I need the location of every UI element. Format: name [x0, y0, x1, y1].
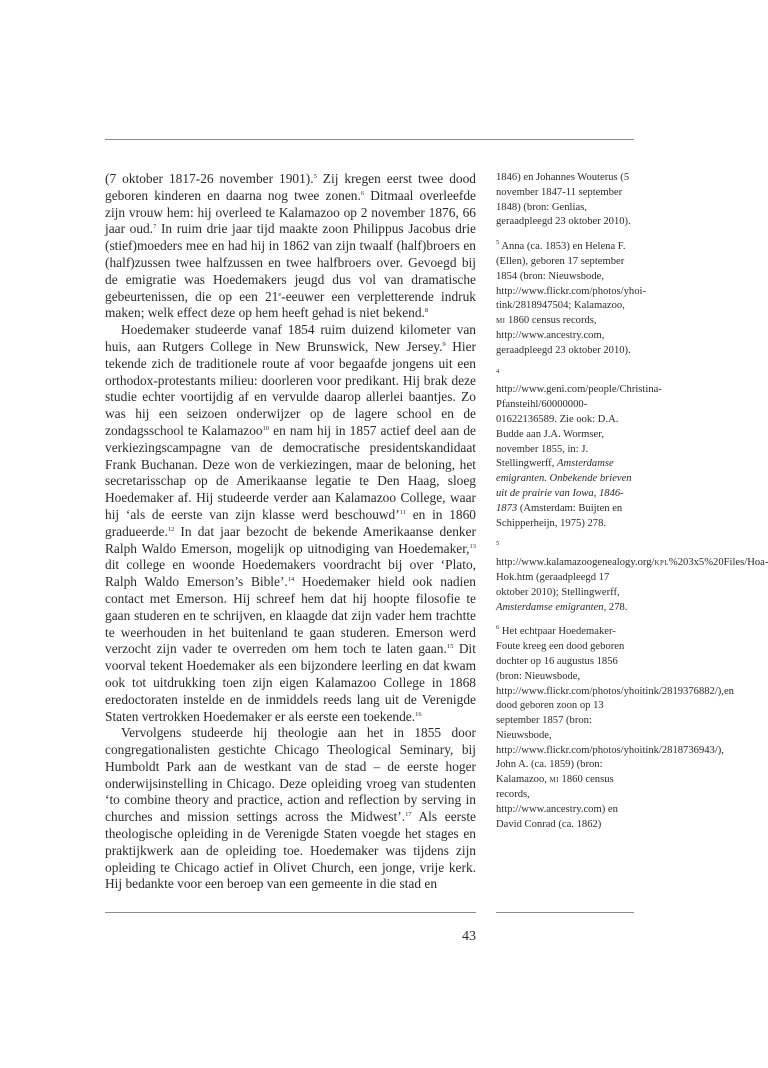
main-text-column — [105, 171, 476, 893]
text-run: Hier tekende zich de traditionele route af voor begaafde jongens uit een orthodox-protestants milieu: doorleren voor predikant. Hij brak deze studie echter voortijdig af en vervulde daarop allerlei baantjes. Zo was hij een seizoen onderwijzer op de lagere school en de zondagsschool te Kalamazoo — [105, 338, 476, 438]
text-run: Hoedemaker hield ook nadien contact met Emerson. Hij schreef hem dat hij hoopte filosofie te gaan studeren en te schrijven, en klaagde dat zijn vader hem trachtte te weerhouden in het buitenland te gaan studeren. Emerson werd verzocht zijn vader te overreden om hem toch te laten gaan. — [105, 574, 476, 657]
text-run: en nam hij in 1857 actief deel aan de verkiezingscampagne van de democratische presidentskandidaat Frank Buchanan. Deze won de verkiezingen, maar de beloning, het secretarisschap op de Amerikaanse legatie te Den Haag, sloeg Hoedemaker af. Hij studeerde verder aan Kalamazoo College, waar hij ‘als de eerste van zijn klasse werd beschouwd’ — [105, 422, 476, 522]
footnote-number: 6 — [496, 624, 500, 632]
footnote-6 — [496, 624, 734, 832]
text-run: Dit voorval tekent Hoedemaker als een bijzondere leerling en dat kwam ook tot uitdrukking toen zijn eigen Kalamazoo College in 1868 eredoctoraten instelde en de inmiddels reeds lang uit de Verenigde Staten vertrokken Hoedemaker er als eerste een toekende. — [105, 641, 476, 724]
footnote-ref[interactable]: 9 — [442, 340, 446, 348]
text-run: %203x5%20Files/Hoa-Hok.htm (geraadpleegd 17 oktober 2010); Stellingwerff, — [496, 557, 768, 598]
footnote-ref[interactable]: 10 — [262, 424, 270, 432]
footnote-ref[interactable]: 16 — [415, 710, 422, 718]
footnote-ref[interactable]: 11 — [399, 508, 406, 516]
text-run: en in 1860 gradueerde. — [105, 506, 476, 539]
text-run: Zij kregen eerst twee dood geboren kinderen en daarna nog twee zonen. — [105, 171, 476, 203]
footnote-number: 5 — [496, 540, 500, 548]
text-run: 1860 census records, http://www.ancestry.com, geraadpleegd 23 oktober 2010). — [496, 315, 631, 356]
footnotes-column — [496, 171, 768, 842]
paragraph-2 — [105, 322, 476, 725]
text-run: In dat jaar bezocht de bekende Amerikaanse denker Ralph Waldo Emerson, mogelijk op uitnodiging van Hoedemaker, — [105, 523, 476, 556]
footnote-continued — [496, 171, 632, 230]
text-run: Anna (ca. 1853) en Helena F. (Ellen), geboren 17 september 1854 (bron: Nieuwsbode, http://www.flickr.com/photos/yhoi-tink/2818947504; Kalamazoo, — [496, 241, 646, 312]
paragraph-3 — [105, 725, 476, 893]
footnote-ref[interactable]: 6 — [360, 189, 365, 197]
paragraph-1 — [105, 171, 476, 322]
text-run: Hoedemaker studeerde vanaf 1854 ruim duizend kilometer van huis, aan Rutgers College in New Brunswick, New Jersey. — [105, 322, 476, 354]
text-run: -eeuwer een verpletterende indruk maken; welk effect deze op hem heeft gehad is niet bekend. — [105, 288, 476, 321]
text-run: In ruim drie jaar tijd maakte zoon Philippus Jacobus drie (stief)moeders mee en had hij in 1862 van zijn twaalf (half)broers en (half)zussen twee halfzussen en twee halfbroers over. Gevoegd bij de emigratie was Hoedemakers jeugd dus vol van dramatische gebeurtenissen, die op een 21 — [105, 221, 476, 304]
text-run: 1860 census records, http://www.ancestry.com) en David Conrad (ca. 1862) — [496, 774, 618, 830]
footnote-ref[interactable]: 13 — [469, 542, 476, 550]
footnote-ref[interactable]: 14 — [287, 576, 295, 584]
footnote-number: 4 — [496, 367, 500, 375]
footnote-ref[interactable]: 8 — [424, 307, 429, 315]
bottom-rule-main — [105, 912, 476, 913]
text-run: http://www.geni.com/people/Christina-Pfansteihl/60000000-01622136589. Zie ook: D.A. Budde aan J.A. Wormser, november 1855, in: J. Stellingwerff, — [496, 384, 662, 470]
footnote-ref[interactable]: 15 — [446, 643, 454, 651]
text-run: Als eerste theologische opleiding in de Verenigde Staten voegde het stages en praktijkwerk aan de opleiding toe. Hoedemaker was tijdens zijn opleiding te Chicago actief in Olivet Church, een jonge, vrije kerk. Hij bedankte voor een beroep van een gemeente in die stad en — [105, 809, 476, 892]
bottom-rule-notes — [496, 912, 634, 913]
text-run: Vervolgens studeerde hij theologie aan het in 1855 door congregationalisten gestichte Chicago Theological Seminary, bij Humboldt Park aan de westkant van de stad – de eerste hoger onderwijsinstelling in Chicago. Deze opleiding vroeg van studenten ‘to combine theory and practice, action and reflection by serving in churches and mission settings across the Midwest’. — [105, 725, 476, 825]
small-caps-run: mi — [496, 315, 506, 327]
text-run: (Amsterdam: Buijten en Schipperheijn, 1975) 278. — [496, 502, 623, 529]
footnote-number: 5 — [496, 239, 500, 247]
page-number: 43 — [462, 929, 476, 944]
footnote-4 — [496, 367, 662, 532]
text-run: Ditmaal overleefde zijn vrouw hem: hij overleed te Kalamazoo op 2 november 1876, 66 jaar oud. — [105, 187, 476, 237]
text-run: , 278. — [603, 601, 628, 613]
small-caps-run: mi — [549, 774, 559, 786]
footnote-5 — [496, 239, 646, 358]
ordinal-superscript: e — [278, 290, 282, 298]
small-caps-run: kpl — [654, 557, 669, 569]
footnote-5b — [496, 540, 768, 615]
top-rule — [105, 139, 634, 140]
text-run: dit college en woonde Hoedemakers voordracht bij over ‘Plato, Ralph Waldo Emerson’s Bible’. — [105, 557, 476, 590]
footnote-ref[interactable]: 7 — [153, 223, 157, 231]
footnote-ref[interactable]: 12 — [167, 525, 175, 533]
text-run: http://www.kalamazoogenealogy.org/ — [496, 557, 655, 569]
text-run: 1846) en Johannes Wouterus (5 november 1847-11 september 1848) (bron: Genlias, geraadpleegd 23 oktober 2010). — [496, 172, 631, 228]
text-run: Het echtpaar Hoedemaker-Foute kreeg een dood geboren dochter op 16 augustus 1856 (bron: Nieuwsbode, http://www.flickr.com/photos/yhoitink/2819376882/),en dood geboren zoon op 13 september 1857 (bron: Nieuwsbode, http://www.flickr.com/photos/yhoitink/2818736943/), John A. (ca. 1859) (bron: Kalamazoo, — [496, 626, 734, 786]
footnote-ref[interactable]: 5 — [313, 173, 317, 180]
book-title: Amsterdamse emigranten. Onbekende brieven uit de prairie van Iowa, 1846-1873 — [496, 458, 632, 514]
book-title: Amsterdamse emigranten — [496, 601, 604, 613]
footnote-ref[interactable]: 17 — [405, 811, 412, 819]
text-run: (7 oktober 1817-26 november 1901). — [105, 171, 314, 186]
